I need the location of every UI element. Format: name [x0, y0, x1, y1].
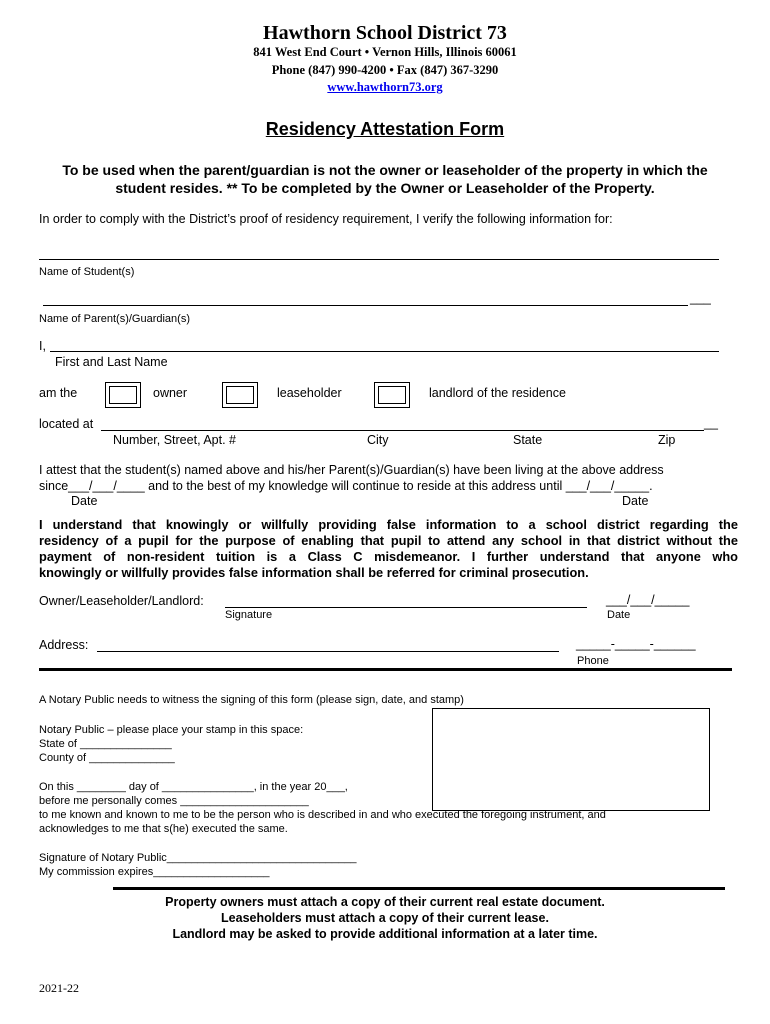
notary-on-this[interactable]: On this ________ day of _______________, in the year 20___,: [39, 781, 348, 793]
instructions-line-2: student resides. ** To be completed by the Owner or Leaseholder of the Property.: [115, 180, 655, 196]
attest-line-1: I attest that the student(s) named above and his/her Parent(s)/Guardian(s) have been living at the above address: [39, 463, 664, 477]
owner-address-field[interactable]: [97, 651, 559, 652]
attest-line-2: since___/___/____ and to the best of my knowledge will continue to reside at this address until ___/___/_____.: [39, 479, 653, 493]
warning-line-4: knowingly or willfully provides false information shall be referred for criminal prosecution.: [39, 565, 589, 580]
am-the-label: am the: [39, 386, 78, 400]
signature-date-caption: Date: [607, 609, 631, 621]
until-date-label: Date: [622, 494, 649, 508]
landlord-checkbox[interactable]: [374, 382, 410, 408]
signature-date-field[interactable]: ___/___/_____: [606, 593, 690, 607]
notary-signature-field[interactable]: Signature of Notary Public_______________________________: [39, 852, 357, 864]
located-at-label: located at: [39, 417, 94, 431]
notary-acknowledges: acknowledges to me that s(he) executed the same.: [39, 823, 288, 835]
owner-signature-field[interactable]: [225, 607, 587, 608]
student-name-label: Name of Student(s): [39, 266, 135, 278]
footer-divider: [113, 887, 725, 890]
number-street-label: Number, Street, Apt. #: [113, 433, 236, 447]
located-at-suffix: __: [704, 416, 718, 430]
owner-checkbox[interactable]: [105, 382, 141, 408]
district-website-link[interactable]: www.hawthorn73.org: [327, 80, 443, 94]
form-title: Residency Attestation Form: [265, 119, 505, 139]
phone-field[interactable]: _____-_____-______: [576, 637, 696, 651]
notary-stamp-box[interactable]: [432, 708, 710, 811]
warning-line-3: payment of non-resident tuition is a Class C misdemeanor. I further understand that anyone who: [39, 549, 738, 564]
notary-intro: A Notary Public needs to witness the signing of this form (please sign, date, and stamp): [39, 694, 464, 706]
instructions-line-1: To be used when the parent/guardian is not the owner or leaseholder of the property in which the: [62, 162, 708, 178]
zip-label: Zip: [658, 433, 676, 447]
district-address: 841 West End Court • Vernon Hills, Illinois 60061: [253, 45, 517, 59]
notary-state-of[interactable]: State of _______________: [39, 738, 172, 750]
attester-name-field[interactable]: [50, 351, 719, 352]
city-label: City: [367, 433, 389, 447]
address-label: Address:: [39, 638, 89, 652]
district-name: Hawthorn School District 73: [263, 22, 507, 44]
notary-commission-field[interactable]: My commission expires___________________: [39, 866, 270, 878]
state-label: State: [513, 433, 543, 447]
district-phone-fax: Phone (847) 990-4200 • Fax (847) 367-3290: [271, 63, 499, 77]
parent-name-suffix: ___: [690, 291, 711, 305]
leaseholder-label: leaseholder: [277, 386, 342, 400]
first-last-name-label: First and Last Name: [55, 355, 168, 369]
warning-line-2: residency of a pupil for the purpose of enabling that pupil to attend any school in that district without the: [39, 533, 738, 548]
parent-name-field[interactable]: [43, 305, 688, 306]
footer-line-3: Landlord may be asked to provide additional information at a later time.: [172, 927, 598, 941]
warning-line-1: I understand that knowingly or willfully providing false information to a school district regarding the: [39, 517, 738, 532]
student-name-field[interactable]: [39, 259, 719, 260]
signature-caption: Signature: [225, 609, 273, 621]
section-divider: [39, 668, 732, 671]
phone-caption: Phone: [577, 655, 609, 667]
residence-address-field[interactable]: [101, 430, 704, 431]
intro-text: In order to comply with the District’s proof of residency requirement, I verify the following information for:: [39, 212, 613, 226]
owner-signature-label: Owner/Leaseholder/Landlord:: [39, 594, 204, 608]
leaseholder-checkbox[interactable]: [222, 382, 258, 408]
footer-line-2: Leaseholders must attach a copy of their current lease.: [221, 911, 549, 925]
notary-before-me[interactable]: before me personally comes _____________________: [39, 795, 309, 807]
parent-name-label: Name of Parent(s)/Guardian(s): [39, 313, 190, 325]
notary-county-of[interactable]: County of ______________: [39, 752, 175, 764]
notary-known-line: to me known and known to me to be the person who is described in and who executed the foregoing instrument, and: [39, 809, 606, 821]
i-prefix: I,: [39, 339, 46, 353]
since-date-label: Date: [71, 494, 98, 508]
footer-line-1: Property owners must attach a copy of their current real estate document.: [165, 895, 605, 909]
notary-stamp-instruction: Notary Public – please place your stamp in this space:: [39, 724, 304, 736]
owner-label: owner: [153, 386, 188, 400]
landlord-label: landlord of the residence: [429, 386, 566, 400]
form-year: 2021-22: [39, 981, 79, 995]
